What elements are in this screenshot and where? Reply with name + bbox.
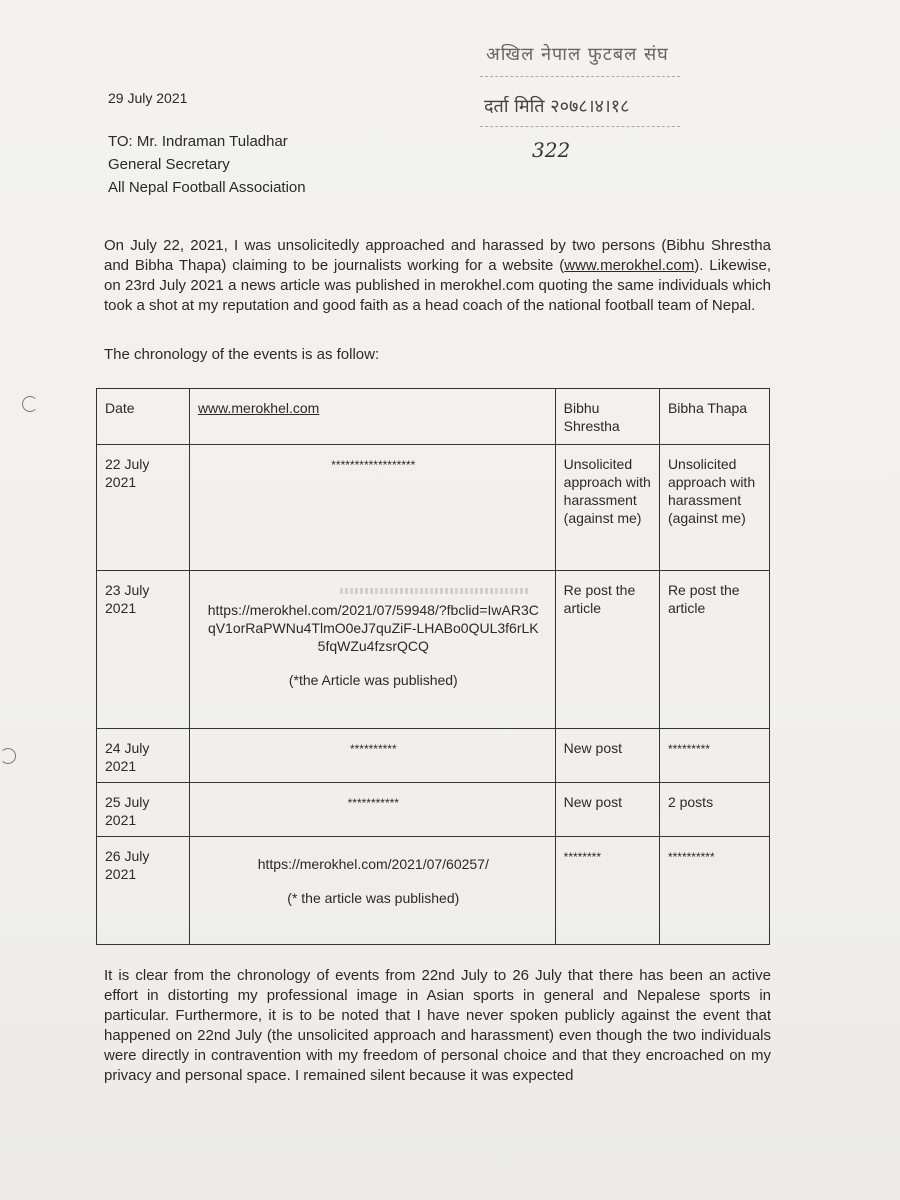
row-person2-value: ********* <box>667 742 710 756</box>
punch-hole-mark <box>0 748 16 764</box>
row-date: 23 July 2021 <box>97 571 190 729</box>
registration-stamp <box>480 42 720 172</box>
table-header-row <box>97 389 770 445</box>
punch-hole-mark <box>22 396 38 412</box>
row-site <box>189 837 555 945</box>
addressee-title: General Secretary <box>108 156 230 173</box>
row-person2-value: ********** <box>667 850 715 864</box>
table-row <box>97 783 770 837</box>
row-site-url[interactable]: https://merokhel.com/2021/07/59948/?fbclid=IwAR3CqV1orRaPWNu4TlmO0eJ7quZiF-LHABo0QUL3f6rLK5fqWZu4fzsrQCQ <box>207 602 539 654</box>
header-person2: Bibha Thapa <box>659 389 769 445</box>
row-person2 <box>659 729 769 783</box>
table-row <box>97 445 770 571</box>
intro-paragraph <box>104 236 771 316</box>
stamp-divider <box>480 126 680 127</box>
row-date: 24 July 2021 <box>97 729 190 783</box>
row-date: 22 July 2021 <box>97 445 190 571</box>
stamp-date: दर्ता मिति २०७८।४।१८ <box>484 96 630 117</box>
header-site-link[interactable]: www.merokhel.com <box>197 400 320 416</box>
stamp-divider <box>480 76 680 77</box>
row-person2: Re post the article <box>659 571 769 729</box>
stamp-org: अखिल नेपाल फुटबल संघ <box>486 44 669 65</box>
intro-text-end: ). Likewise, on 23rd July 2021 a news article was published in merokhel.com quoting the same individuals which took a shot at my reputation and good faith as a head coach of the national football team of Nepal. <box>104 257 771 314</box>
table-row <box>97 571 770 729</box>
row-site-note: (* the article was published) <box>287 890 460 906</box>
addressee-org: All Nepal Football Association <box>108 179 306 196</box>
conclusion-paragraph: It is clear from the chronology of events from 22nd July to 26 July that there has been an active effort in distorting my professional image in Asian sports in general and Nepalese sports in particular. Furthermore, it is to be noted that I have never spoken publicly against the event that happened on 22nd July (the unsolicited approach and harassment) even though the two individuals were directly in contravention with my freedom of personal choice and that they encroached on my privacy and personal space. I remained silent because it was expected <box>104 967 771 1084</box>
row-person2: 2 posts <box>659 783 769 837</box>
row-site-url: ****************** <box>331 458 416 472</box>
row-site-url: ********** <box>349 742 397 756</box>
row-person1: New post <box>555 783 659 837</box>
row-site <box>189 729 555 783</box>
header-site <box>189 389 555 445</box>
website-link[interactable]: www.merokhel.com <box>564 257 695 274</box>
intro-text-start: On July 22, 2021, I was unsolicitedly approached and harassed by two persons (Bibhu Shrestha and Bibha Thapa) claiming to be journalists working for a website ( <box>104 237 771 274</box>
row-person1 <box>555 837 659 945</box>
table-row <box>97 729 770 783</box>
chronology-table <box>96 388 770 945</box>
header-person1: Bibhu Shrestha <box>555 389 659 445</box>
letter-date: 29 July 2021 <box>108 90 188 106</box>
header-date: Date <box>97 389 190 445</box>
row-person1: Re post the article <box>555 571 659 729</box>
chronology-intro: The chronology of the events is as follow: <box>104 346 380 363</box>
addressee-block <box>108 130 306 199</box>
table-row <box>97 837 770 945</box>
row-person1: Unsolicited approach with harassment (against me) <box>555 445 659 571</box>
row-site <box>189 783 555 837</box>
row-date: 25 July 2021 <box>97 783 190 837</box>
row-person1-value: ******** <box>563 850 602 864</box>
row-site-note: (*the Article was published) <box>288 672 458 688</box>
row-site <box>189 571 555 729</box>
stamp-number: 322 <box>532 138 571 162</box>
row-site-url: *********** <box>347 796 399 810</box>
row-date: 26 July 2021 <box>97 837 190 945</box>
pencil-scribble <box>340 588 530 594</box>
row-site-url[interactable]: https://merokhel.com/2021/07/60257/ <box>257 856 489 872</box>
row-site <box>189 445 555 571</box>
addressee-to: TO: Mr. Indraman Tuladhar <box>108 133 288 150</box>
row-person2 <box>659 837 769 945</box>
row-person2: Unsolicited approach with harassment (against me) <box>659 445 769 571</box>
row-person1: New post <box>555 729 659 783</box>
